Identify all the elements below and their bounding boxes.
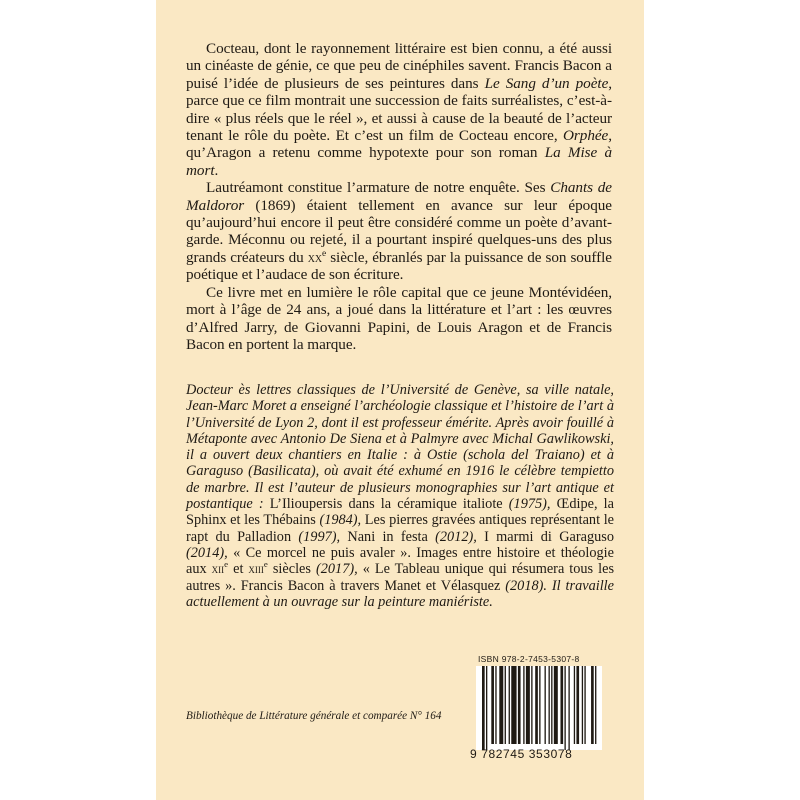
- barcode-bar: [526, 666, 530, 744]
- barcode-bar: [591, 666, 594, 744]
- series-label: Bibliothèque de Littérature générale et comparée N° 164: [186, 710, 442, 722]
- book-title-maldoror: Chants de Maldoror: [186, 179, 612, 214]
- barcode-bar: [486, 666, 487, 750]
- barcode-bar: [582, 666, 583, 744]
- barcode-bar: [549, 666, 550, 744]
- summary-paragraph-1: Cocteau, dont le rayonnement littéraire est bien connu, a été aussi un cinéaste de génie, ce que peu de cinéphiles savent. Francis Bacon a puisé l’idée de plusieurs de ses peintures dans Le Sang d’un poète, parce que ce film montrait une succession de faits surréalistes, c’est-à-dire « plus réels que le réel », et aussi à cause de la beauté de l’acteur tenant le rôle du poète. Et c’est un film de Cocteau encore, Orphée, qu’Aragon a retenu comme hypotexte pour son roman La Mise à mort.: [186, 40, 613, 179]
- summary-paragraph-3: Ce livre met en lumière le rôle capital que ce jeune Montévidéen, mort à l’âge de 24 ans, a joué dans la littérature et l’art : les œuvres d’Alfred Jarry, de Giovanni Papini, de Louis Aragon et de Francis Bacon en portent la marque.: [186, 283, 612, 353]
- barcode-bar: [491, 666, 494, 744]
- barcode-bar: [560, 666, 563, 744]
- barcode-bar: [505, 666, 506, 744]
- barcode-icon: [476, 666, 602, 750]
- summary-paragraph-2: Lautréamont constitue l’armature de notre enquête. Ses Chants de Maldoror (1869) étaient tellement en avance sur leur époque qu’aujourd’hui encore il peut être considéré comme un poète d’avant-garde. Méconnu ou rejeté, il a pourtant inspiré quelques-uns des plus grands créateurs du $xx^e$ siècle, ébranlés par la puissance de son souffle poétique et l’audace de son écriture.: [186, 179, 612, 284]
- barcode-bar: [509, 666, 510, 744]
- film-title-orphee: Orphée: [563, 127, 609, 145]
- isbn-label: ISBN 978-2-7453-5307-8: [478, 654, 580, 664]
- author-bio: Docteur ès lettres classiques de l’Université de Genève, sa ville natale, Jean-Marc Moret a enseigné l’archéologie classique et l’histoire de l’art à l’Université de Lyon 2, dont il est professeur émérite. Après avoir fouillé à Métaponte avec Antonio De Siena et à Palmyre avec Michal Gawlikowski, il a ouvert deux chantiers en Italie : à Ostie (schola del Traiano) et à Garaguso (Basilicata), où avait été exhumé en 1916 le célèbre tempietto de marbre. Il est l’auteur de plusieurs monographies sur l’art antique et postantique : L’Ilioupersis dans la céramique italiote (1975), Œdipe, la Sphinx et les Thébains (1984), Les pierres gravées antiques représentant le rapt du Palladion (1997), Nani in festa (2012), I marmi di Garaguso (2014), « Ce morcel ne puis avaler ». Images entre histoire et théologie aux xii$^e$ et xiii$^e$ siècles (2017), « Le Tableau unique qui résumera tous les autres ». Francis Bacon à travers Manet et Vélasquez (2018). Il travaille actuellement à un ouvrage sur la peinture maniériste.: [186, 382, 615, 610]
- barcode-bar: [523, 666, 524, 744]
- barcode-bar: [574, 666, 575, 744]
- barcode-bar: [499, 666, 503, 744]
- barcode-bar: [584, 666, 585, 744]
- barcode-bar: [564, 666, 565, 750]
- barcode-bar: [545, 666, 546, 744]
- barcode-bar: [535, 666, 538, 744]
- barcode-digits: 9 782745 353078: [470, 747, 573, 761]
- barcode-bar: [511, 666, 516, 744]
- barcode-bar: [518, 666, 521, 744]
- barcode-bar: [495, 666, 496, 744]
- barcode-bar: [539, 666, 540, 744]
- barcode-bar: [531, 666, 532, 744]
- novel-title: La Mise à mort: [186, 144, 612, 179]
- barcode-image: [476, 666, 602, 750]
- barcode-bar: [551, 666, 552, 744]
- barcode-bar: [482, 666, 485, 750]
- barcode-bar: [568, 666, 569, 750]
- barcode-bar: [554, 666, 558, 744]
- back-cover: [156, 0, 644, 800]
- barcode-bar: [576, 666, 579, 744]
- summary-text: [186, 40, 612, 353]
- barcode-bar: [595, 666, 596, 744]
- film-title-sang: Le Sang d’un poète: [484, 74, 609, 92]
